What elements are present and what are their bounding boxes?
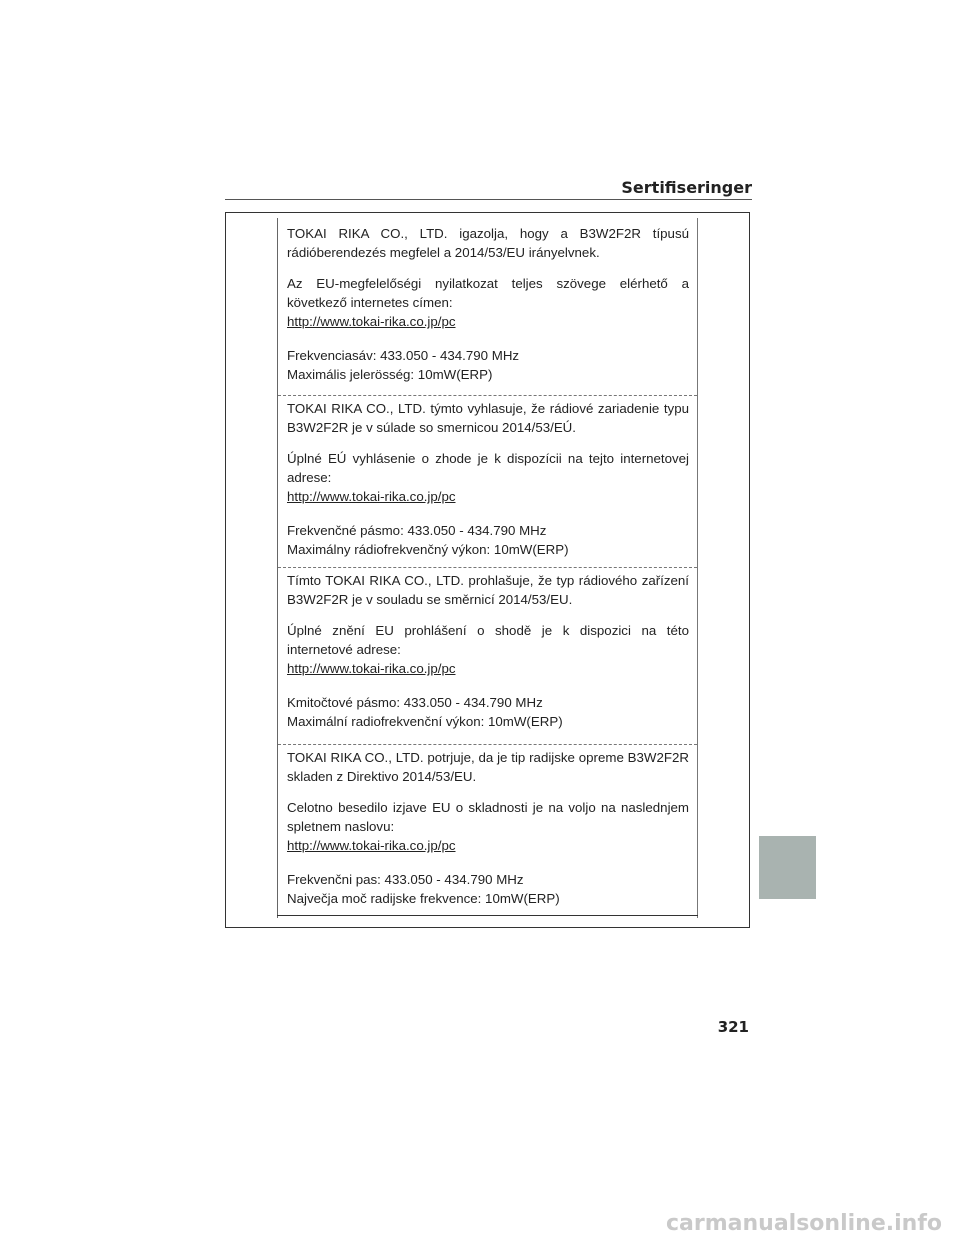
declaration-url-link[interactable]: http://www.tokai-rika.co.jp/pc bbox=[287, 661, 456, 676]
declaration-block-slovak bbox=[278, 395, 697, 559]
full-text-info: Úplné EÚ vyhlásenie o zhode je k dispozícii na tejto internetovej adrese: bbox=[287, 451, 689, 485]
header-rule bbox=[225, 199, 752, 200]
section-title: Sertifiseringer bbox=[621, 178, 752, 197]
declaration-block-slovenian bbox=[278, 744, 697, 908]
page-number: 321 bbox=[717, 1018, 749, 1036]
declaration-text: TOKAI RIKA CO., LTD. potrjuje, da je tip radijske opreme B3W2F2R skladen z Direktivo 2014/53/EU. bbox=[287, 750, 689, 784]
max-power: Maximálny rádiofrekvenčný výkon: 10mW(ERP) bbox=[287, 542, 569, 557]
declaration-url-link[interactable]: http://www.tokai-rika.co.jp/pc bbox=[287, 838, 456, 853]
watermark: carmanualsonline.info bbox=[666, 1211, 942, 1236]
frequency-band: Frekvenciasáv: 433.050 - 434.790 MHz bbox=[287, 348, 520, 363]
max-power: Maximální radiofrekvenční výkon: 10mW(ERP) bbox=[287, 714, 563, 729]
frequency-band: Frekvenčné pásmo: 433.050 - 434.790 MHz bbox=[287, 523, 547, 538]
document-bottom-rule bbox=[277, 915, 698, 916]
full-text-info: Celotno besedilo izjave EU o skladnosti je na voljo na naslednjem spletnem naslovu: bbox=[287, 800, 689, 834]
full-text-info: Az EU-megfelelőségi nyilatkozat teljes szövege elérhető a következő internetes címen: bbox=[287, 276, 689, 310]
declaration-text: TOKAI RIKA CO., LTD. týmto vyhlasuje, že rádiové zariadenie typu B3W2F2R je v súlade so smernicou 2014/53/EÚ. bbox=[287, 401, 689, 435]
declaration-url-link[interactable]: http://www.tokai-rika.co.jp/pc bbox=[287, 314, 456, 329]
declaration-block-hungarian bbox=[278, 224, 697, 384]
declaration-text: Tímto TOKAI RIKA CO., LTD. prohlašuje, že typ rádiového zařízení B3W2F2R je v souladu se směrnicí 2014/53/EU. bbox=[287, 573, 689, 607]
frequency-band: Kmitočtové pásmo: 433.050 - 434.790 MHz bbox=[287, 695, 543, 710]
declaration-text: TOKAI RIKA CO., LTD. igazolja, hogy a B3W2F2R típusú rádióberendezés megfelel a 2014/53/EU irányelvnek. bbox=[287, 226, 689, 260]
max-power: Največja moč radijske frekvence: 10mW(ERP) bbox=[287, 891, 560, 906]
full-text-info: Úplné znění EU prohlášení o shodě je k dispozici na této internetové adrese: bbox=[287, 623, 689, 657]
max-power: Maximális jelerösség: 10mW(ERP) bbox=[287, 367, 493, 382]
chapter-side-tab bbox=[759, 836, 816, 899]
declaration-block-czech bbox=[278, 567, 697, 731]
declaration-document bbox=[277, 218, 698, 918]
declaration-url-link[interactable]: http://www.tokai-rika.co.jp/pc bbox=[287, 489, 456, 504]
frequency-band: Frekvenčni pas: 433.050 - 434.790 MHz bbox=[287, 872, 524, 887]
